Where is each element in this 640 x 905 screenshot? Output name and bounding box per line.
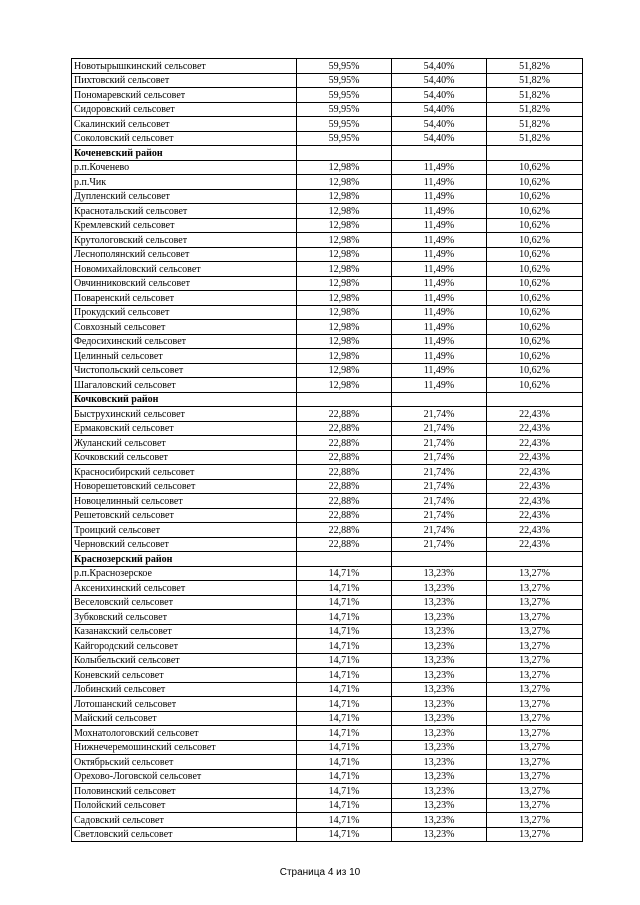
rate-cell-v3: 10,62% [487,189,583,204]
rate-cell-v3: 13,27% [487,682,583,697]
rate-cell-v2: 13,23% [392,581,487,596]
rate-cell-v2: 11,49% [392,334,487,349]
rate-cell-v3: 22,43% [487,479,583,494]
rate-cell-v1: 14,71% [297,581,392,596]
rate-cell-v1: 14,71% [297,697,392,712]
table-row [72,566,583,581]
municipality-name: Быструхинский сельсовет [72,407,297,422]
municipality-name: Колыбельский сельсовет [72,653,297,668]
rate-cell-v1: 14,71% [297,798,392,813]
rate-cell-v2: 21,74% [392,494,487,509]
rate-cell-v1: 22,88% [297,494,392,509]
rate-cell-v3: 13,27% [487,740,583,755]
rate-cell-v1: 22,88% [297,537,392,552]
municipality-name: Шагаловский сельсовет [72,378,297,393]
municipality-name: Овчинниковский сельсовет [72,276,297,291]
rate-cell-v2: 21,74% [392,537,487,552]
table-row [72,59,583,74]
rate-cell-v2 [392,392,487,407]
region-header-row [72,146,583,161]
rate-cell-v1: 12,98% [297,160,392,175]
rate-cell-v2: 21,74% [392,436,487,451]
rate-cell-v3: 13,27% [487,755,583,770]
rate-cell-v3: 51,82% [487,131,583,146]
rate-cell-v2: 13,23% [392,798,487,813]
table-row [72,436,583,451]
table-row [72,175,583,190]
municipality-name: Ермаковский сельсовет [72,421,297,436]
rate-cell-v3: 10,62% [487,349,583,364]
rate-cell-v2: 11,49% [392,189,487,204]
table-row [72,102,583,117]
municipality-name: Новотырышкинский сельсовет [72,59,297,74]
rate-cell-v1: 14,71% [297,639,392,654]
rate-cell-v3: 10,62% [487,363,583,378]
table-row [72,73,583,88]
municipality-name: Казанакский сельсовет [72,624,297,639]
rate-cell-v2: 13,23% [392,566,487,581]
municipality-name: Веселовский сельсовет [72,595,297,610]
municipality-name: Черновский сельсовет [72,537,297,552]
region-header-row [72,392,583,407]
rate-cell-v1: 12,98% [297,276,392,291]
municipality-name: Соколовский сельсовет [72,131,297,146]
rate-cell-v1: 22,88% [297,450,392,465]
rate-cell-v2: 13,23% [392,711,487,726]
table-row [72,276,583,291]
rate-cell-v1: 12,98% [297,349,392,364]
table-row [72,421,583,436]
table-row [72,813,583,828]
rate-cell-v2: 54,40% [392,102,487,117]
rate-cell-v3: 10,62% [487,160,583,175]
rate-cell-v1: 12,98% [297,378,392,393]
rate-cell-v2: 11,49% [392,160,487,175]
rate-cell-v1: 12,98% [297,175,392,190]
rate-cell-v3: 10,62% [487,204,583,219]
municipality-name: Нижнечеремошинский сельсовет [72,740,297,755]
rate-cell-v1: 22,88% [297,436,392,451]
region-name: Краснозерский район [72,552,297,567]
table-row [72,320,583,335]
rate-cell-v2 [392,146,487,161]
page-footer: Страница 4 из 10 [279,867,361,878]
municipality-name: Зубковский сельсовет [72,610,297,625]
rate-cell-v2: 11,49% [392,247,487,262]
rate-cell-v2: 13,23% [392,653,487,668]
rate-cell-v3: 51,82% [487,73,583,88]
rate-cell-v3: 13,27% [487,827,583,842]
rate-cell-v3: 51,82% [487,88,583,103]
rate-cell-v3: 13,27% [487,798,583,813]
municipality-rates-table [71,58,583,842]
municipality-name: Поваренский сельсовет [72,291,297,306]
municipality-name: Майский сельсовет [72,711,297,726]
rate-cell-v2: 11,49% [392,291,487,306]
rate-cell-v2: 11,49% [392,320,487,335]
rate-cell-v3: 10,62% [487,247,583,262]
rate-cell-v3 [487,392,583,407]
table-row [72,798,583,813]
municipality-name: Совхозный сельсовет [72,320,297,335]
rate-cell-v3: 22,43% [487,537,583,552]
rate-cell-v3: 13,27% [487,624,583,639]
municipality-name: Дупленский сельсовет [72,189,297,204]
rate-cell-v2: 13,23% [392,827,487,842]
region-header-row [72,552,583,567]
rate-cell-v2: 21,74% [392,450,487,465]
rate-cell-v1: 12,98% [297,218,392,233]
table-row [72,262,583,277]
rate-cell-v1: 14,71% [297,784,392,799]
rate-cell-v1: 22,88% [297,421,392,436]
table-row [72,494,583,509]
rate-cell-v3: 10,62% [487,262,583,277]
table-row [72,827,583,842]
rate-cell-v1: 14,71% [297,595,392,610]
rate-cell-v1: 59,95% [297,131,392,146]
table-row [72,595,583,610]
rate-cell-v2: 11,49% [392,233,487,248]
rate-cell-v3: 13,27% [487,668,583,683]
rate-cell-v1: 12,98% [297,334,392,349]
rate-cell-v3: 13,27% [487,581,583,596]
rate-cell-v1: 14,71% [297,624,392,639]
municipality-name: Лотошанский сельсовет [72,697,297,712]
municipality-name: Мохнатологовский сельсовет [72,726,297,741]
rate-cell-v1: 14,71% [297,566,392,581]
rate-cell-v2: 21,74% [392,479,487,494]
rate-cell-v2: 11,49% [392,276,487,291]
rate-cell-v1: 14,71% [297,726,392,741]
table-row [72,769,583,784]
rate-cell-v1: 22,88% [297,465,392,480]
rate-cell-v3: 13,27% [487,711,583,726]
municipality-name: Аксенихинский сельсовет [72,581,297,596]
municipality-name: Кремлевский сельсовет [72,218,297,233]
rate-cell-v1: 12,98% [297,262,392,277]
table-row [72,189,583,204]
rate-cell-v3: 10,62% [487,175,583,190]
table-row [72,334,583,349]
municipality-name: Троицкий сельсовет [72,523,297,538]
table-row [72,523,583,538]
rate-cell-v2: 21,74% [392,465,487,480]
rate-cell-v2: 54,40% [392,88,487,103]
table-row [72,639,583,654]
municipality-name: Решетовский сельсовет [72,508,297,523]
rate-cell-v2: 11,49% [392,378,487,393]
rate-cell-v2: 13,23% [392,697,487,712]
rate-cell-v2: 11,49% [392,349,487,364]
table-row [72,479,583,494]
rate-cell-v2: 54,40% [392,73,487,88]
rate-cell-v2: 13,23% [392,639,487,654]
municipality-name: Федосихинский сельсовет [72,334,297,349]
rate-cell-v2: 13,23% [392,668,487,683]
table-row [72,740,583,755]
rate-cell-v2: 11,49% [392,218,487,233]
municipality-name: р.п.Коченево [72,160,297,175]
rate-cell-v3: 22,43% [487,523,583,538]
rate-cell-v2: 21,74% [392,508,487,523]
rate-cell-v2: 13,23% [392,726,487,741]
rate-cell-v1: 22,88% [297,508,392,523]
rate-cell-v2: 13,23% [392,755,487,770]
rate-cell-v2: 13,23% [392,769,487,784]
rate-cell-v1: 14,71% [297,813,392,828]
municipality-name: Леснополянский сельсовет [72,247,297,262]
region-name: Коченевский район [72,146,297,161]
rate-cell-v1 [297,552,392,567]
rate-cell-v3: 13,27% [487,610,583,625]
rate-cell-v1: 59,95% [297,88,392,103]
municipality-name: Орехово-Логовской сельсовет [72,769,297,784]
rate-cell-v3: 10,62% [487,305,583,320]
municipality-name: Новомихайловский сельсовет [72,262,297,277]
table-row [72,537,583,552]
rate-cell-v1: 14,71% [297,711,392,726]
municipality-name: Полойский сельсовет [72,798,297,813]
municipality-name: Жуланский сельсовет [72,436,297,451]
municipality-name: Кочковский сельсовет [72,450,297,465]
rate-cell-v2: 13,23% [392,813,487,828]
municipality-name: Чистопольский сельсовет [72,363,297,378]
rate-cell-v3: 10,62% [487,218,583,233]
table-row [72,117,583,132]
table-row [72,291,583,306]
table-row [72,682,583,697]
rate-cell-v1: 12,98% [297,189,392,204]
table-row [72,755,583,770]
table-row [72,784,583,799]
rate-cell-v3: 10,62% [487,378,583,393]
table-row [72,160,583,175]
rate-cell-v2: 13,23% [392,610,487,625]
rate-cell-v3: 13,27% [487,813,583,828]
rate-cell-v3: 10,62% [487,320,583,335]
municipality-name: Октябрьский сельсовет [72,755,297,770]
rate-cell-v2: 13,23% [392,682,487,697]
rate-cell-v3: 13,27% [487,566,583,581]
rate-cell-v2: 21,74% [392,421,487,436]
municipality-name: Новорешетовский сельсовет [72,479,297,494]
rate-cell-v1: 14,71% [297,653,392,668]
municipality-name: Целинный сельсовет [72,349,297,364]
rate-cell-v2: 54,40% [392,117,487,132]
rate-cell-v3: 22,43% [487,508,583,523]
rate-cell-v1 [297,392,392,407]
table-row [72,305,583,320]
rate-cell-v2: 13,23% [392,624,487,639]
municipality-name: р.п.Краснозерское [72,566,297,581]
rate-cell-v1: 12,98% [297,291,392,306]
rate-cell-v3: 13,27% [487,769,583,784]
rate-cell-v1: 22,88% [297,479,392,494]
rate-cell-v1 [297,146,392,161]
rate-cell-v1: 59,95% [297,117,392,132]
rate-cell-v1: 14,71% [297,682,392,697]
rate-cell-v3: 13,27% [487,784,583,799]
rate-cell-v3: 22,43% [487,407,583,422]
rate-cell-v2: 54,40% [392,59,487,74]
table-row [72,407,583,422]
municipality-name: Кайгородский сельсовет [72,639,297,654]
rate-cell-v2: 11,49% [392,175,487,190]
rate-cell-v1: 12,98% [297,204,392,219]
rate-cell-v1: 14,71% [297,769,392,784]
rate-cell-v3: 13,27% [487,653,583,668]
table-row [72,363,583,378]
table-row [72,726,583,741]
table-row [72,233,583,248]
table-row [72,624,583,639]
rate-cell-v1: 14,71% [297,827,392,842]
table-row [72,88,583,103]
municipality-name: Светловский сельсовет [72,827,297,842]
rate-cell-v3: 13,27% [487,697,583,712]
rate-cell-v3: 51,82% [487,102,583,117]
rate-cell-v3 [487,146,583,161]
rate-cell-v1: 59,95% [297,102,392,117]
table-row [72,711,583,726]
table-row [72,218,583,233]
rate-cell-v2: 13,23% [392,784,487,799]
rate-cell-v3: 13,27% [487,595,583,610]
table-row [72,450,583,465]
rate-cell-v3: 10,62% [487,233,583,248]
rate-cell-v3: 22,43% [487,465,583,480]
table-row [72,581,583,596]
municipality-name: Прокудский сельсовет [72,305,297,320]
municipality-name: Пономаревский сельсовет [72,88,297,103]
table-row [72,508,583,523]
rate-cell-v1: 22,88% [297,407,392,422]
municipality-name: Краснотальский сельсовет [72,204,297,219]
rate-cell-v2: 54,40% [392,131,487,146]
municipality-name: Крутологовский сельсовет [72,233,297,248]
rate-cell-v1: 12,98% [297,247,392,262]
table-row [72,378,583,393]
rate-cell-v1: 59,95% [297,59,392,74]
table-row [72,131,583,146]
rate-cell-v2: 11,49% [392,305,487,320]
table-row [72,610,583,625]
rate-cell-v1: 14,71% [297,610,392,625]
table-body [72,59,583,842]
rate-cell-v1: 59,95% [297,73,392,88]
rate-cell-v3: 51,82% [487,59,583,74]
municipality-name: Лобинский сельсовет [72,682,297,697]
rate-cell-v3: 13,27% [487,726,583,741]
table-row [72,204,583,219]
rate-cell-v2 [392,552,487,567]
rate-cell-v2: 11,49% [392,204,487,219]
table-row [72,697,583,712]
rate-cell-v3: 22,43% [487,436,583,451]
rate-cell-v2: 11,49% [392,363,487,378]
rate-cell-v2: 21,74% [392,523,487,538]
municipality-name: Садовский сельсовет [72,813,297,828]
table-row [72,668,583,683]
table-row [72,349,583,364]
table-row [72,247,583,262]
table-row [72,465,583,480]
region-name: Кочковский район [72,392,297,407]
municipality-name: Половинский сельсовет [72,784,297,799]
rate-cell-v3 [487,552,583,567]
rate-cell-v1: 14,71% [297,755,392,770]
rate-cell-v1: 12,98% [297,233,392,248]
municipality-name: р.п.Чик [72,175,297,190]
rate-cell-v1: 22,88% [297,523,392,538]
rate-cell-v1: 14,71% [297,668,392,683]
rate-cell-v1: 14,71% [297,740,392,755]
rate-cell-v2: 13,23% [392,595,487,610]
municipality-name: Новоцелинный сельсовет [72,494,297,509]
municipality-name: Сидоровский сельсовет [72,102,297,117]
rate-cell-v3: 22,43% [487,421,583,436]
table-row [72,653,583,668]
municipality-name: Коневский сельсовет [72,668,297,683]
rate-cell-v1: 12,98% [297,320,392,335]
municipality-name: Скалинский сельсовет [72,117,297,132]
rate-cell-v1: 12,98% [297,305,392,320]
rate-cell-v3: 22,43% [487,450,583,465]
rate-cell-v2: 11,49% [392,262,487,277]
rate-cell-v1: 12,98% [297,363,392,378]
municipality-name: Красносибирский сельсовет [72,465,297,480]
rate-cell-v3: 10,62% [487,276,583,291]
rate-cell-v2: 21,74% [392,407,487,422]
rate-cell-v3: 10,62% [487,291,583,306]
rate-cell-v3: 22,43% [487,494,583,509]
rate-cell-v3: 13,27% [487,639,583,654]
municipality-name: Пихтовский сельсовет [72,73,297,88]
rate-cell-v2: 13,23% [392,740,487,755]
rate-cell-v3: 51,82% [487,117,583,132]
rate-cell-v3: 10,62% [487,334,583,349]
